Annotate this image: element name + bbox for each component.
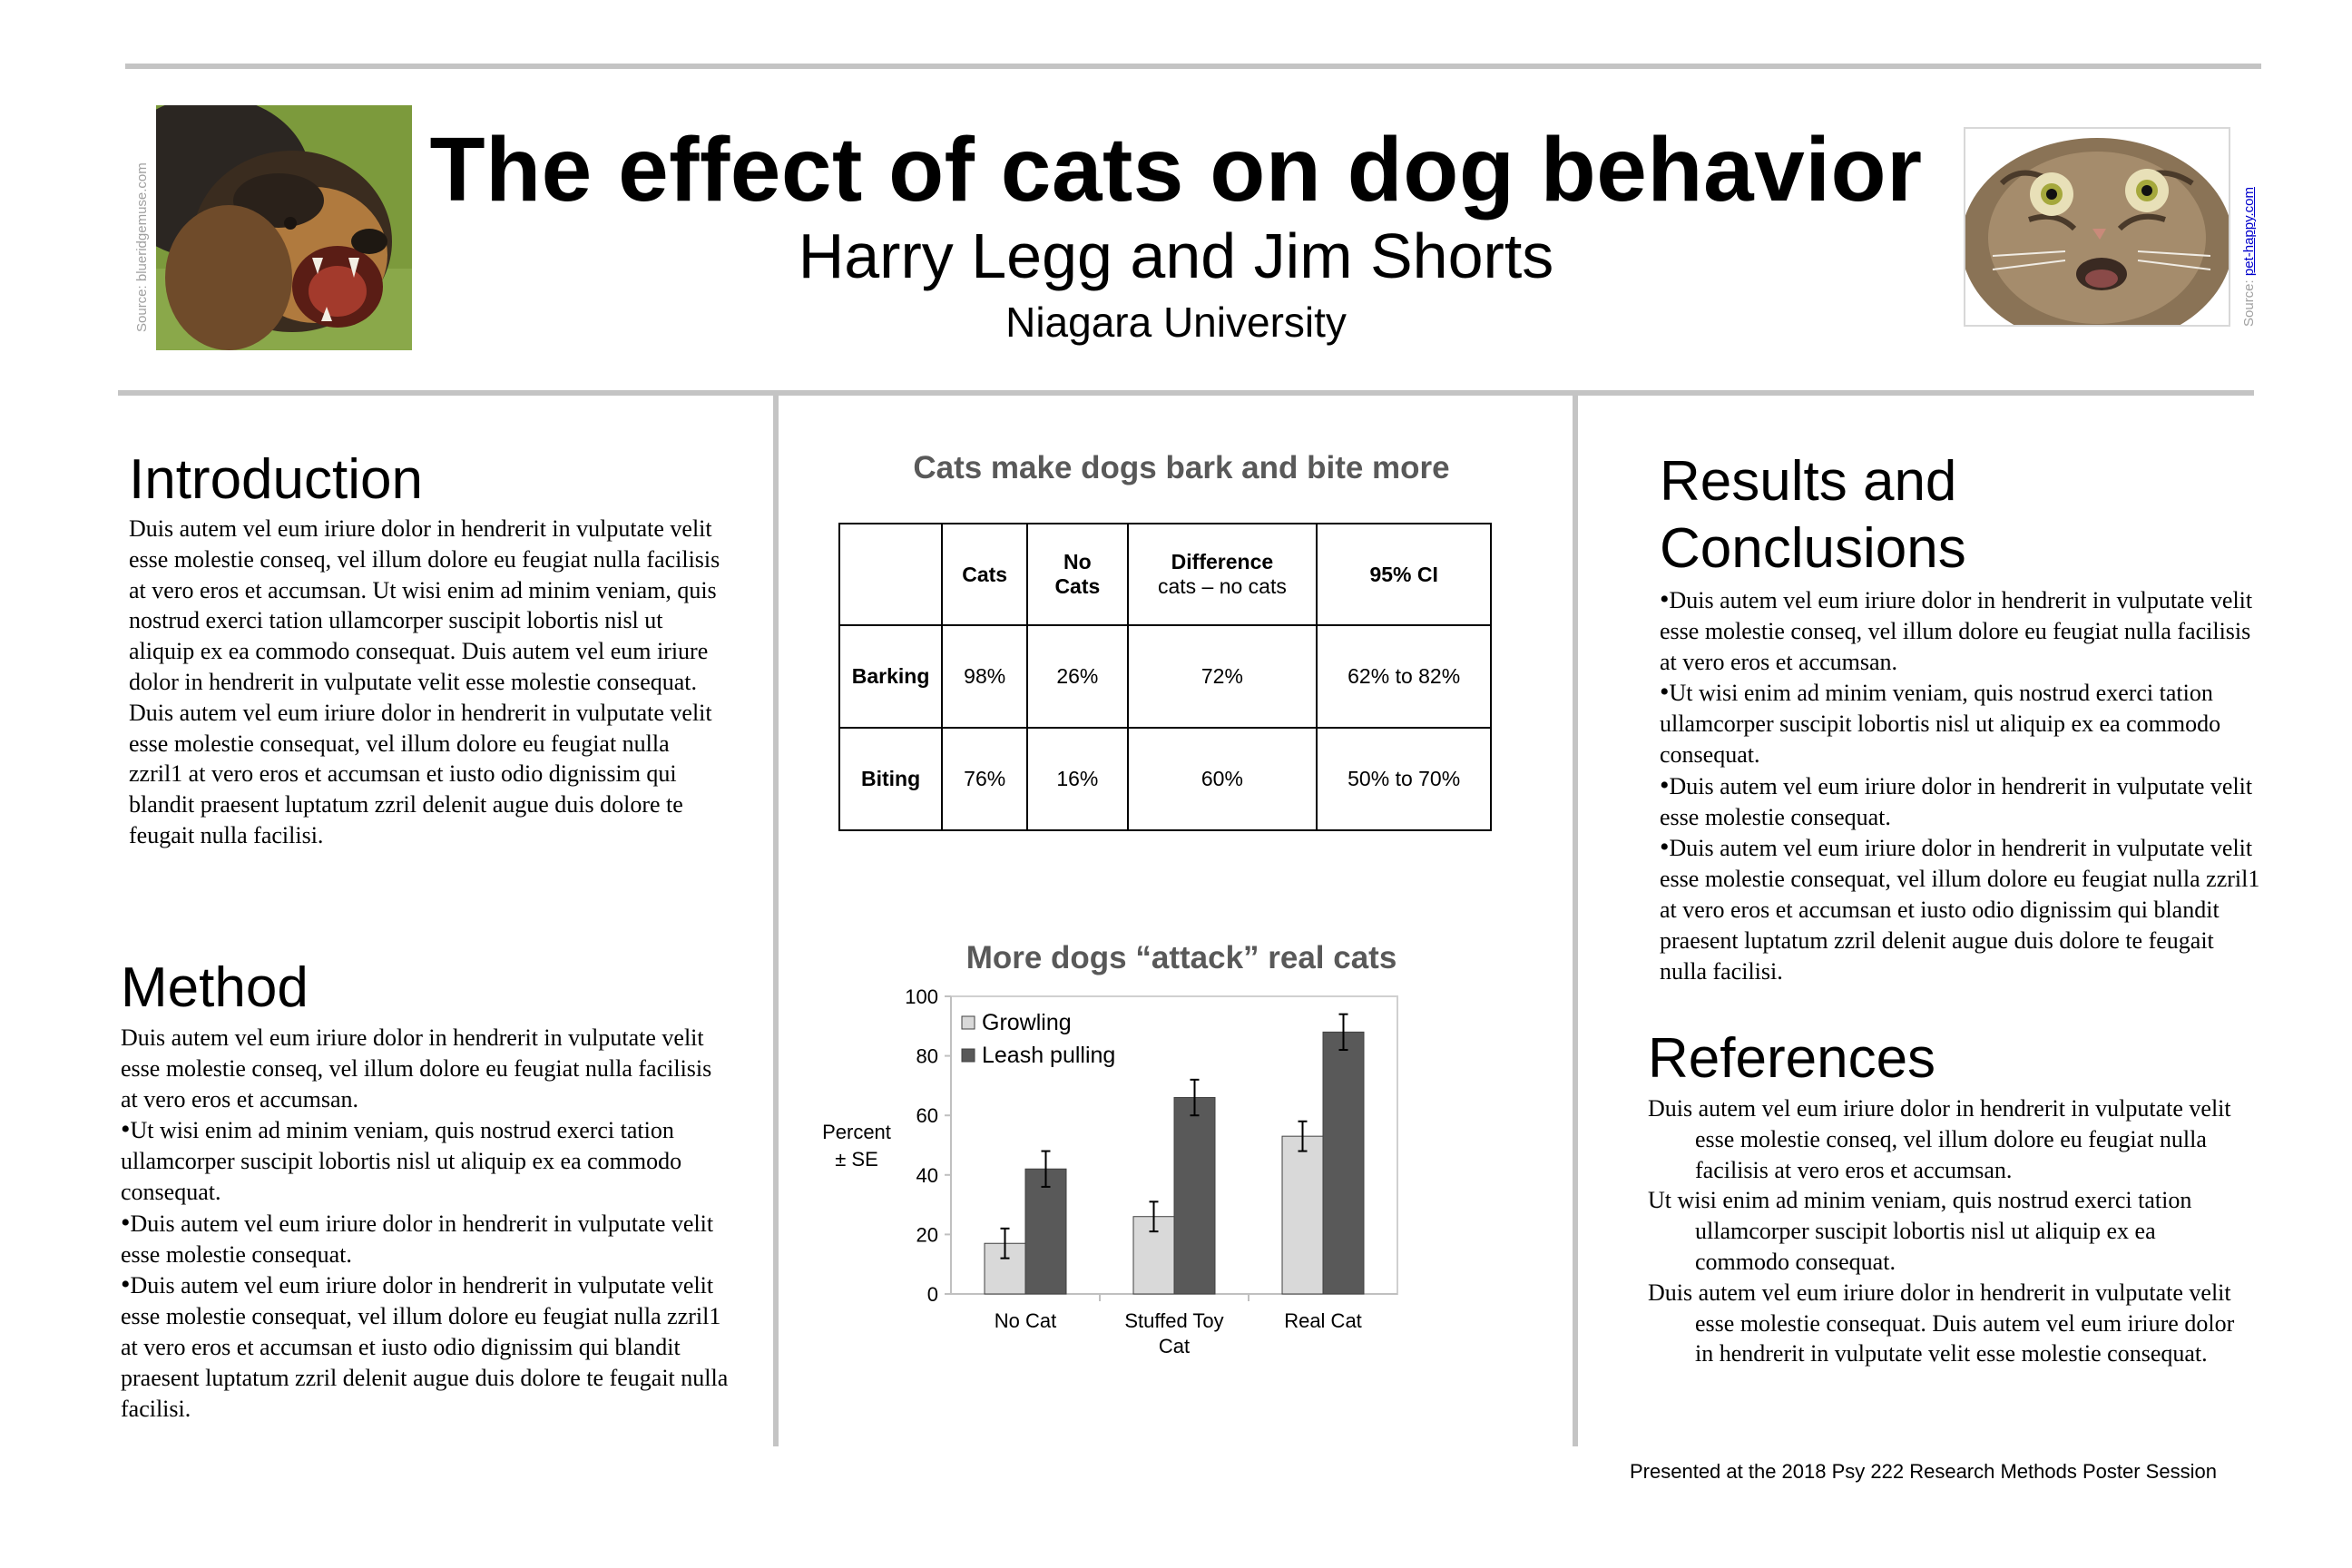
method-intro: Duis autem vel eum iriure dolor in hendrerit in vulputate velit esse molestie conseq, vel illum dolore eu feugiat nulla facilisis at vero eros et accumsan. bbox=[121, 1024, 712, 1112]
table-cell: 72% bbox=[1128, 625, 1318, 728]
table-cell: 16% bbox=[1027, 728, 1127, 830]
table-cell: 62% to 82% bbox=[1317, 625, 1491, 728]
reference-item: Duis autem vel eum iriure dolor in hendrerit in vulputate velit esse molestie consequat. Duis autem vel eum iriure dolor in hendrerit in vulputate velit esse molestie consequat. bbox=[1648, 1279, 2235, 1367]
x-tick-label: Real Cat bbox=[1284, 1309, 1362, 1332]
poster-title: The effect of cats on dog behavior bbox=[429, 119, 1923, 220]
table-header-cell: Cats bbox=[942, 524, 1027, 625]
results-bullet: • Ut wisi enim ad minim veniam, quis nostrud exerci tation ullamcorper suscipit lobortis nisl ut aliquip ex ea commodo consequat. bbox=[1660, 677, 2263, 769]
bar-chart bbox=[799, 980, 1434, 1379]
introduction-paragraph: Duis autem vel eum iriure dolor in hendrerit in vulputate velit esse molestie conseq, vel illum dolore eu feugiat nulla facilisis at vero eros et accumsan. Ut wisi enim ad minim veniam, quis nostrud exerci tation ullamcorper suscipit lobortis nisl ut aliquip ex ea commodo consequat. Duis autem vel eum iriure dolor in hendrerit in vulputate velit esse molestie consequat. Duis autem vel eum iriure dolor in hendrerit in vulputate velit esse molestie consequat, vel illum dolore eu feugiat nulla zzril1 at vero eros et accumsan et iusto odio dignissim qui blandit praesent luptatum zzril delenit augue duis dolore te feugait nulla facilisi. bbox=[129, 515, 720, 848]
legend-label: Leash pulling bbox=[982, 1043, 1116, 1068]
results-heading-line: Conclusions bbox=[1660, 517, 1966, 580]
references-list bbox=[1648, 1093, 2251, 1369]
results-bullet: • Duis autem vel eum iriure dolor in hendrerit in vulputate velit esse molestie conseq, vel illum dolore eu feugiat nulla facilisis at vero eros et accumsan. bbox=[1660, 584, 2263, 677]
results-bullet: • Duis autem vel eum iriure dolor in hendrerit in vulputate velit esse molestie consequat. bbox=[1660, 770, 2263, 833]
chart-title: More dogs “attack” real cats bbox=[965, 940, 1397, 975]
introduction-heading: Introduction bbox=[129, 448, 423, 511]
results-bullet: • Duis autem vel eum iriure dolor in hendrerit in vulputate velit esse molestie consequat, vel illum dolore eu feugiat nulla zzril1 at vero eros et accumsan et iusto odio dignissim qui blandit praesent luptatum zzril delenit augue duis dolore te feugait nulla facilisi. bbox=[1660, 832, 2263, 986]
table-header-cell: No Cats bbox=[1027, 524, 1127, 625]
y-tick-label: 0 bbox=[926, 1283, 938, 1306]
column-divider-left bbox=[773, 394, 779, 1446]
reference-item: Ut wisi enim ad minim veniam, quis nostrud exerci tation ullamcorper suscipit lobortis nisl ut aliquip ex ea commodo consequat. bbox=[1648, 1187, 2192, 1275]
bar-growling bbox=[1282, 1136, 1323, 1294]
y-axis-label: Percent bbox=[822, 1121, 891, 1143]
table-cell: 98% bbox=[942, 625, 1027, 728]
table-row-label: Biting bbox=[839, 728, 942, 830]
x-tick-label: Stuffed Toy bbox=[1124, 1309, 1224, 1332]
introduction-body bbox=[129, 514, 728, 851]
table-cell: 76% bbox=[942, 728, 1027, 830]
x-tick-label: Cat bbox=[1158, 1335, 1191, 1357]
column-divider-right bbox=[1573, 394, 1578, 1446]
poster-authors: Harry Legg and Jim Shorts bbox=[798, 220, 1554, 291]
table-header-cell bbox=[839, 524, 942, 625]
x-tick-label: No Cat bbox=[994, 1309, 1057, 1332]
references-heading: References bbox=[1648, 1027, 1936, 1090]
y-tick-label: 40 bbox=[916, 1163, 938, 1187]
results-body bbox=[1660, 584, 2263, 986]
reference-item: Duis autem vel eum iriure dolor in hendrerit in vulputate velit esse molestie conseq, vel illum dolore eu feugiat nulla facilisis at vero eros et accumsan. bbox=[1648, 1095, 2231, 1183]
method-bullet: • Duis autem vel eum iriure dolor in hendrerit in vulputate velit esse molestie consequat, vel illum dolore eu feugiat nulla zzril1 at vero eros et accumsan et iusto odio dignissim qui blandit praesent luptatum zzril delenit augue duis dolore te feugait nulla facilisi. bbox=[121, 1269, 733, 1424]
table-header-row bbox=[839, 524, 1491, 625]
cat-photo-credit-link[interactable]: pet-happy.com bbox=[2241, 187, 2257, 277]
results-heading-line: Results and bbox=[1660, 450, 1957, 513]
y-tick-label: 60 bbox=[916, 1104, 938, 1128]
cat-photo-credit: Source: pet-happy.com bbox=[2241, 187, 2257, 327]
table-cell: 60% bbox=[1128, 728, 1318, 830]
table-cell: 50% to 70% bbox=[1317, 728, 1491, 830]
legend-swatch bbox=[962, 1049, 975, 1062]
poster-affiliation: Niagara University bbox=[1005, 299, 1347, 346]
bar-leash-pulling bbox=[1174, 1098, 1215, 1294]
legend-swatch bbox=[962, 1016, 975, 1029]
table-header-cell: 95% CI bbox=[1317, 524, 1491, 625]
table-row bbox=[839, 728, 1491, 830]
results-table bbox=[838, 523, 1492, 831]
table-title: Cats make dogs bark and bite more bbox=[913, 450, 1450, 485]
table-header-cell bbox=[1128, 524, 1318, 625]
method-heading: Method bbox=[121, 956, 309, 1019]
dog-photo-credit: Source: blueridgemuse.com bbox=[134, 162, 150, 332]
bar-leash-pulling bbox=[1323, 1032, 1364, 1294]
difference-label: Difference bbox=[1171, 550, 1274, 573]
top-rule bbox=[125, 64, 2261, 69]
y-tick-label: 80 bbox=[916, 1044, 938, 1068]
y-tick-label: 100 bbox=[905, 985, 938, 1008]
table-row bbox=[839, 625, 1491, 728]
method-bullet: • Ut wisi enim ad minim veniam, quis nostrud exerci tation ullamcorper suscipit lobortis nisl ut aliquip ex ea commodo consequat. bbox=[121, 1114, 733, 1207]
results-heading bbox=[1660, 448, 1966, 583]
y-tick-label: 20 bbox=[916, 1223, 938, 1247]
table-cell: 26% bbox=[1027, 625, 1127, 728]
header-rule bbox=[118, 390, 2254, 396]
table-row-label: Barking bbox=[839, 625, 942, 728]
legend-label: Growling bbox=[982, 1010, 1072, 1035]
footer-note: Presented at the 2018 Psy 222 Research Methods Poster Session bbox=[1630, 1460, 2217, 1483]
method-bullet: • Duis autem vel eum iriure dolor in hendrerit in vulputate velit esse molestie consequat. bbox=[121, 1208, 733, 1270]
y-axis-label: ± SE bbox=[835, 1148, 878, 1171]
method-body bbox=[121, 1023, 733, 1424]
difference-sublabel: cats – no cats bbox=[1157, 574, 1287, 598]
